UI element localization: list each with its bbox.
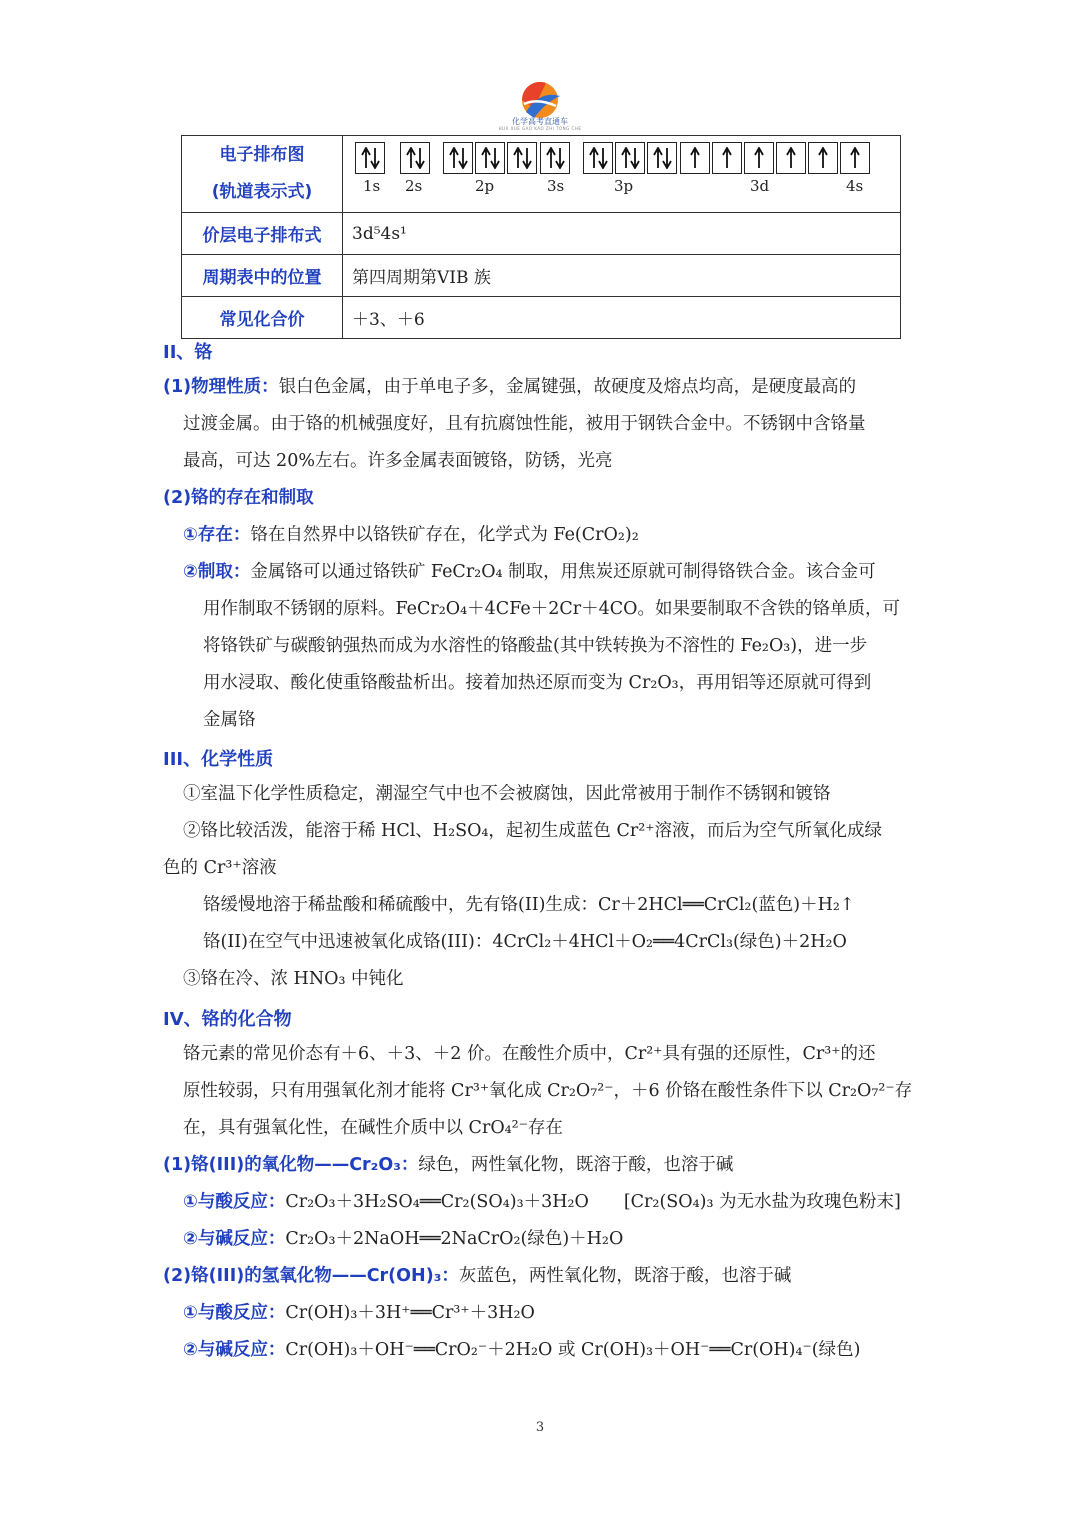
spin-up-arrow-icon <box>850 147 860 169</box>
physical-properties-line-2: 过渡金属。由于铬的机械强度好，且有抗腐蚀性能，被用于钢铁合金中。不锈钢中含铬量 <box>183 414 866 434</box>
orbital-label: 2p <box>475 177 495 195</box>
orbital-label: 3d <box>750 177 770 195</box>
spin-down-arrow-icon <box>415 147 425 169</box>
compounds-intro-1: 铬元素的常见价态有＋6、＋3、＋2 价。在酸性介质中，Cr²⁺具有强的还原性，Cr³⁺的还 <box>183 1044 876 1064</box>
logo-subtext: HUA XUE GAO KAO ZHI TONG CHE <box>498 126 582 131</box>
orbital-box <box>475 142 505 174</box>
oxide-acid-label: ①与酸反应： <box>183 1192 286 1212</box>
page-number: 3 <box>535 1420 545 1435</box>
compounds-intro-2: 原性较弱，只有用强氧化剂才能将 Cr³⁺氧化成 Cr₂O₇²⁻，＋6 价铬在酸性条件下以 Cr₂O₇²⁻存 <box>183 1081 913 1101</box>
spin-down-arrow-icon <box>662 147 672 169</box>
preparation-line-1 <box>183 560 876 584</box>
spin-down-arrow-icon <box>630 147 640 169</box>
orbital-box <box>776 142 806 174</box>
orbital-box <box>400 142 430 174</box>
chemical-property-2-cont: 色的 Cr³⁺溶液 <box>163 858 277 878</box>
occurrence-label: ①存在： <box>183 525 251 545</box>
spin-down-arrow-icon <box>370 147 380 169</box>
oxide-base-line <box>183 1227 623 1251</box>
spin-up-arrow-icon <box>786 147 796 169</box>
hydroxide-base-text: Cr(OH)₃＋OH⁻══CrO₂⁻＋2H₂O 或 Cr(OH)₃＋OH⁻══Cr(OH)₄⁻(绿色) <box>285 1340 861 1360</box>
hydroxide-acid-text: Cr(OH)₃＋3H⁺══Cr³⁺＋3H₂O <box>285 1303 535 1323</box>
hydroxide-acid-line <box>183 1301 535 1325</box>
valence-header: 常见化合价 <box>182 297 343 339</box>
valence-config-value: 3d⁵4s¹ <box>343 213 901 255</box>
physical-properties-heading: (1)物理性质： <box>163 377 279 397</box>
oxide-text: 绿色，两性氧化物，既溶于酸，也溶于碱 <box>418 1155 734 1175</box>
orbital-label: 4s <box>846 177 864 195</box>
periodic-position-header: 周期表中的位置 <box>182 255 343 297</box>
oxide-base-label: ②与碱反应： <box>183 1229 286 1249</box>
preparation-label: ②制取： <box>183 562 251 582</box>
preparation-line-5: 金属铬 <box>203 710 256 730</box>
orbital-box <box>680 142 710 174</box>
valence-value: ＋3、＋6 <box>343 297 901 339</box>
physical-properties-line-3: 最高，可达 20%左右。许多金属表面镀铬，防锈，光亮 <box>183 451 613 471</box>
hydroxide-base-line <box>183 1338 860 1362</box>
chromium-info-table <box>181 135 901 339</box>
orbital-box <box>744 142 774 174</box>
oxide-acid-line <box>183 1190 901 1214</box>
oxide-line <box>163 1153 733 1177</box>
physical-properties-text-1: 银白色金属，由于单电子多，金属键强，故硬度及熔点均高，是硬度最高的 <box>278 377 857 397</box>
preparation-line-2: 用作制取不锈钢的原料。FeCr₂O₄＋4CFe＋2Cr＋4CO。如果要制取不含铁的铬单质，可 <box>203 599 900 619</box>
spin-down-arrow-icon <box>555 147 565 169</box>
hydroxide-base-label: ②与碱反应： <box>183 1340 286 1360</box>
hydroxide-acid-label: ①与酸反应： <box>183 1303 286 1323</box>
orbital-box <box>712 142 742 174</box>
occurrence-heading: (2)铬的存在和制取 <box>163 488 314 508</box>
physical-properties-line-1 <box>163 375 856 399</box>
chemical-property-2: ②铬比较活泼，能溶于稀 HCl、H₂SO₄，起初生成蓝色 Cr²⁺溶液，而后为空气所氧化成绿 <box>183 821 883 841</box>
orbital-box <box>355 142 385 174</box>
spin-down-arrow-icon <box>598 147 608 169</box>
oxide-acid-text: Cr₂O₃＋3H₂SO₄══Cr₂(SO₄)₃＋3H₂O [Cr₂(SO₄)₃ 为无水盐为玫瑰色粉末] <box>285 1192 901 1212</box>
orbital-diagram <box>352 137 899 211</box>
orbital-box <box>840 142 870 174</box>
orbital-box <box>540 142 570 174</box>
occurrence-line <box>183 523 639 547</box>
orbital-box <box>507 142 537 174</box>
spin-down-arrow-icon <box>490 147 500 169</box>
orbital-diagram-header <box>182 136 343 213</box>
orbital-diagram-cell <box>343 136 901 213</box>
occurrence-text: 铬在自然界中以铬铁矿存在，化学式为 Fe(CrO₂)₂ <box>250 525 639 545</box>
compounds-intro-3: 在，具有强氧化性，在碱性介质中以 CrO₄²⁻存在 <box>183 1118 563 1138</box>
chemical-property-1: ①室温下化学性质稳定，潮湿空气中也不会被腐蚀，因此常被用于制作不锈钢和镀铬 <box>183 784 831 804</box>
spin-up-arrow-icon <box>690 147 700 169</box>
orbital-box <box>647 142 677 174</box>
spin-up-arrow-icon <box>722 147 732 169</box>
orbital-box <box>443 142 473 174</box>
preparation-text-1: 金属铬可以通过铬铁矿 FeCr₂O₄ 制取，用焦炭还原就可制得铬铁合金。该合金可 <box>250 562 876 582</box>
logo-text: 化学高考直通车 <box>512 117 568 126</box>
oxide-heading: (1)铬(III)的氧化物——Cr₂O₃： <box>163 1155 419 1175</box>
orbital-diagram-title: 电子排布图 <box>219 145 305 165</box>
orbital-box <box>615 142 645 174</box>
spin-down-arrow-icon <box>522 147 532 169</box>
orbital-label: 3s <box>547 177 565 195</box>
orbital-label: 1s <box>363 177 381 195</box>
orbital-diagram-subtitle: (轨道表示式) <box>211 182 313 202</box>
oxide-base-text: Cr₂O₃＋2NaOH══2NaCrO₂(绿色)＋H₂O <box>285 1229 624 1249</box>
reaction-crcl2-oxidation: 铬(II)在空气中迅速被氧化成铬(III)：4CrCl₂＋4HCl＋O₂══4CrCl₃(绿色)＋2H₂O <box>203 932 847 952</box>
orbital-label: 3p <box>614 177 634 195</box>
reaction-cr-hcl: 铬缓慢地溶于稀盐酸和稀硫酸中，先有铬(II)生成：Cr＋2HCl══CrCl₂(蓝色)＋H₂↑ <box>203 895 855 915</box>
section-heading-chromium: II、铬 <box>163 342 213 363</box>
section-heading-chemical-properties: III、化学性质 <box>163 749 274 770</box>
hydroxide-line <box>163 1264 791 1288</box>
section-heading-compounds: IV、铬的化合物 <box>163 1009 292 1030</box>
hydroxide-heading: (2)铬(III)的氢氧化物——Cr(OH)₃： <box>163 1266 459 1286</box>
orbital-box <box>808 142 838 174</box>
valence-config-header: 价层电子排布式 <box>182 213 343 255</box>
periodic-position-value: 第四周期第VIB 族 <box>343 255 901 297</box>
spin-up-arrow-icon <box>754 147 764 169</box>
chemical-property-3: ③铬在冷、浓 HNO₃ 中钝化 <box>183 969 404 989</box>
spin-down-arrow-icon <box>458 147 468 169</box>
hydroxide-text: 灰蓝色，两性氧化物，既溶于酸，也溶于碱 <box>458 1266 792 1286</box>
orbital-box <box>583 142 613 174</box>
orbital-label: 2s <box>405 177 423 195</box>
spin-up-arrow-icon <box>818 147 828 169</box>
preparation-line-4: 用水浸取、酸化使重铬酸盐析出。接着加热还原而变为 Cr₂O₃，再用铝等还原就可得到 <box>203 673 872 693</box>
preparation-line-3: 将铬铁矿与碳酸钠强热而成为水溶性的铬酸盐(其中铁转换为不溶性的 Fe₂O₃)，进一步 <box>203 636 868 656</box>
